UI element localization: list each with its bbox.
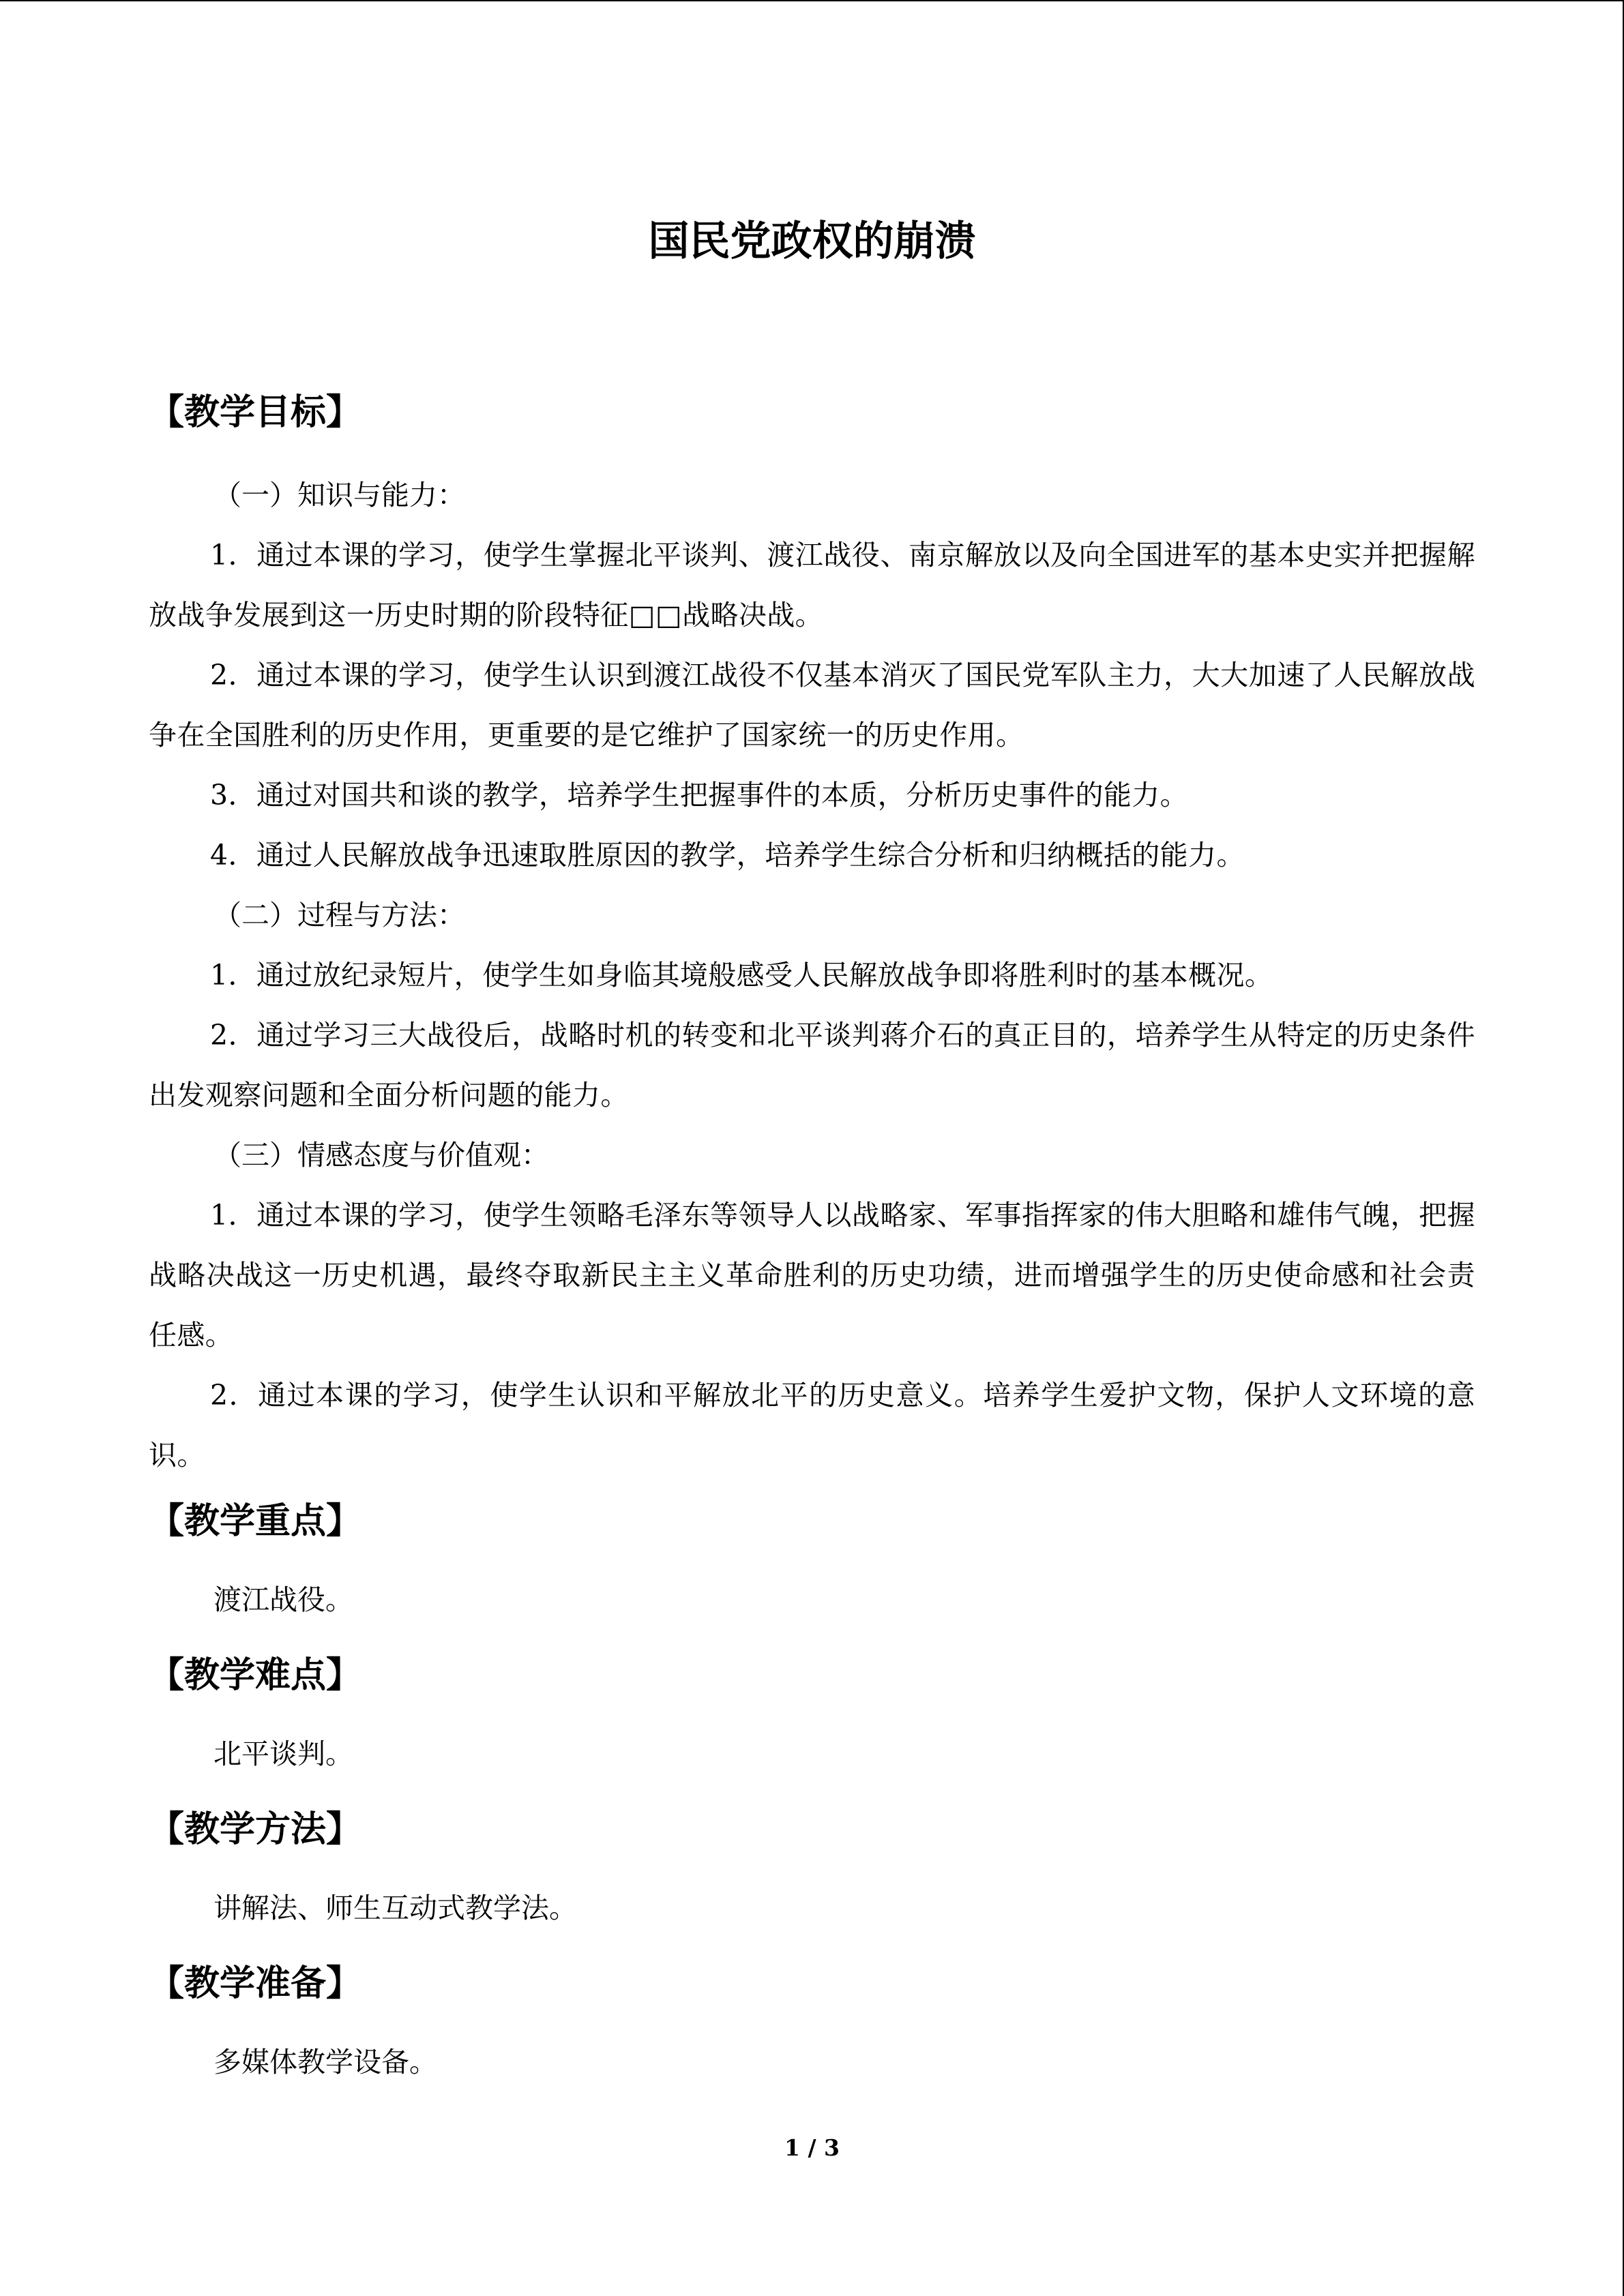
subsection-heading-process: （二）过程与方法： xyxy=(213,899,465,931)
objective-item: 1．通过放纪录短片，使学生如身临其境般感受人民解放战争即将胜利时的基本概况。 xyxy=(210,959,1273,992)
objective-item: 4．通过人民解放战争迅速取胜原因的教学，培养学生综合分析和归纳概括的能力。 xyxy=(210,839,1245,871)
section-heading-key-point: 【教学重点】 xyxy=(149,1501,362,1542)
subsection-heading-knowledge: （一）知识与能力： xyxy=(213,479,465,511)
objective-item: 2．通过本课的学习，使学生认识到渡江战役不仅基本消灭了国民党军队主力，大大加速了人民解放战争在全国胜利的历史作用，更重要的是它维护了国家统一的历史作用。 xyxy=(149,659,1475,751)
objective-item: 2．通过本课的学习，使学生认识和平解放北平的历史意义。培养学生爱护文物，保护人文环境的意识。 xyxy=(149,1379,1475,1472)
preparation-text: 多媒体教学设备。 xyxy=(213,2046,437,2078)
section-heading-method: 【教学方法】 xyxy=(149,1809,362,1850)
objective-item: 2．通过学习三大战役后，战略时机的转变和北平谈判蒋介石的真正目的，培养学生从特定的历史条件出发观察问题和全面分析问题的能力。 xyxy=(149,1019,1475,1112)
section-heading-preparation: 【教学准备】 xyxy=(149,1963,362,2004)
page-number: 1 / 3 xyxy=(784,2134,840,2161)
key-point-text: 渡江战役。 xyxy=(213,1583,353,1616)
method-text: 讲解法、师生互动式教学法。 xyxy=(213,1892,577,1924)
objective-item: 1．通过本课的学习，使学生领略毛泽东等领导人以战略家、军事指挥家的伟大胆略和雄伟气魄，把握战略决战这一历史机遇，最终夺取新民主主义革命胜利的历史功绩，进而增强学生的历史使命感和社会责任感。 xyxy=(149,1199,1475,1352)
objective-item: 3．通过对国共和谈的教学，培养学生把握事件的本质，分析历史事件的能力。 xyxy=(210,779,1189,811)
section-heading-difficulty: 【教学难点】 xyxy=(149,1655,362,1696)
page-top-border xyxy=(0,0,1623,1)
document-title: 国民党政权的崩溃 xyxy=(648,218,976,265)
subsection-heading-values: （三）情感态度与价值观： xyxy=(213,1139,549,1172)
section-heading-objectives: 【教学目标】 xyxy=(149,392,362,433)
difficulty-text: 北平谈判。 xyxy=(213,1738,353,1770)
document-body xyxy=(149,382,1475,2107)
objective-item: 1．通过本课的学习，使学生掌握北平谈判、渡江战役、南京解放以及向全国进军的基本史实并把握解放战争发展到这一历史时期的阶段特征□□战略决战。 xyxy=(149,539,1475,631)
